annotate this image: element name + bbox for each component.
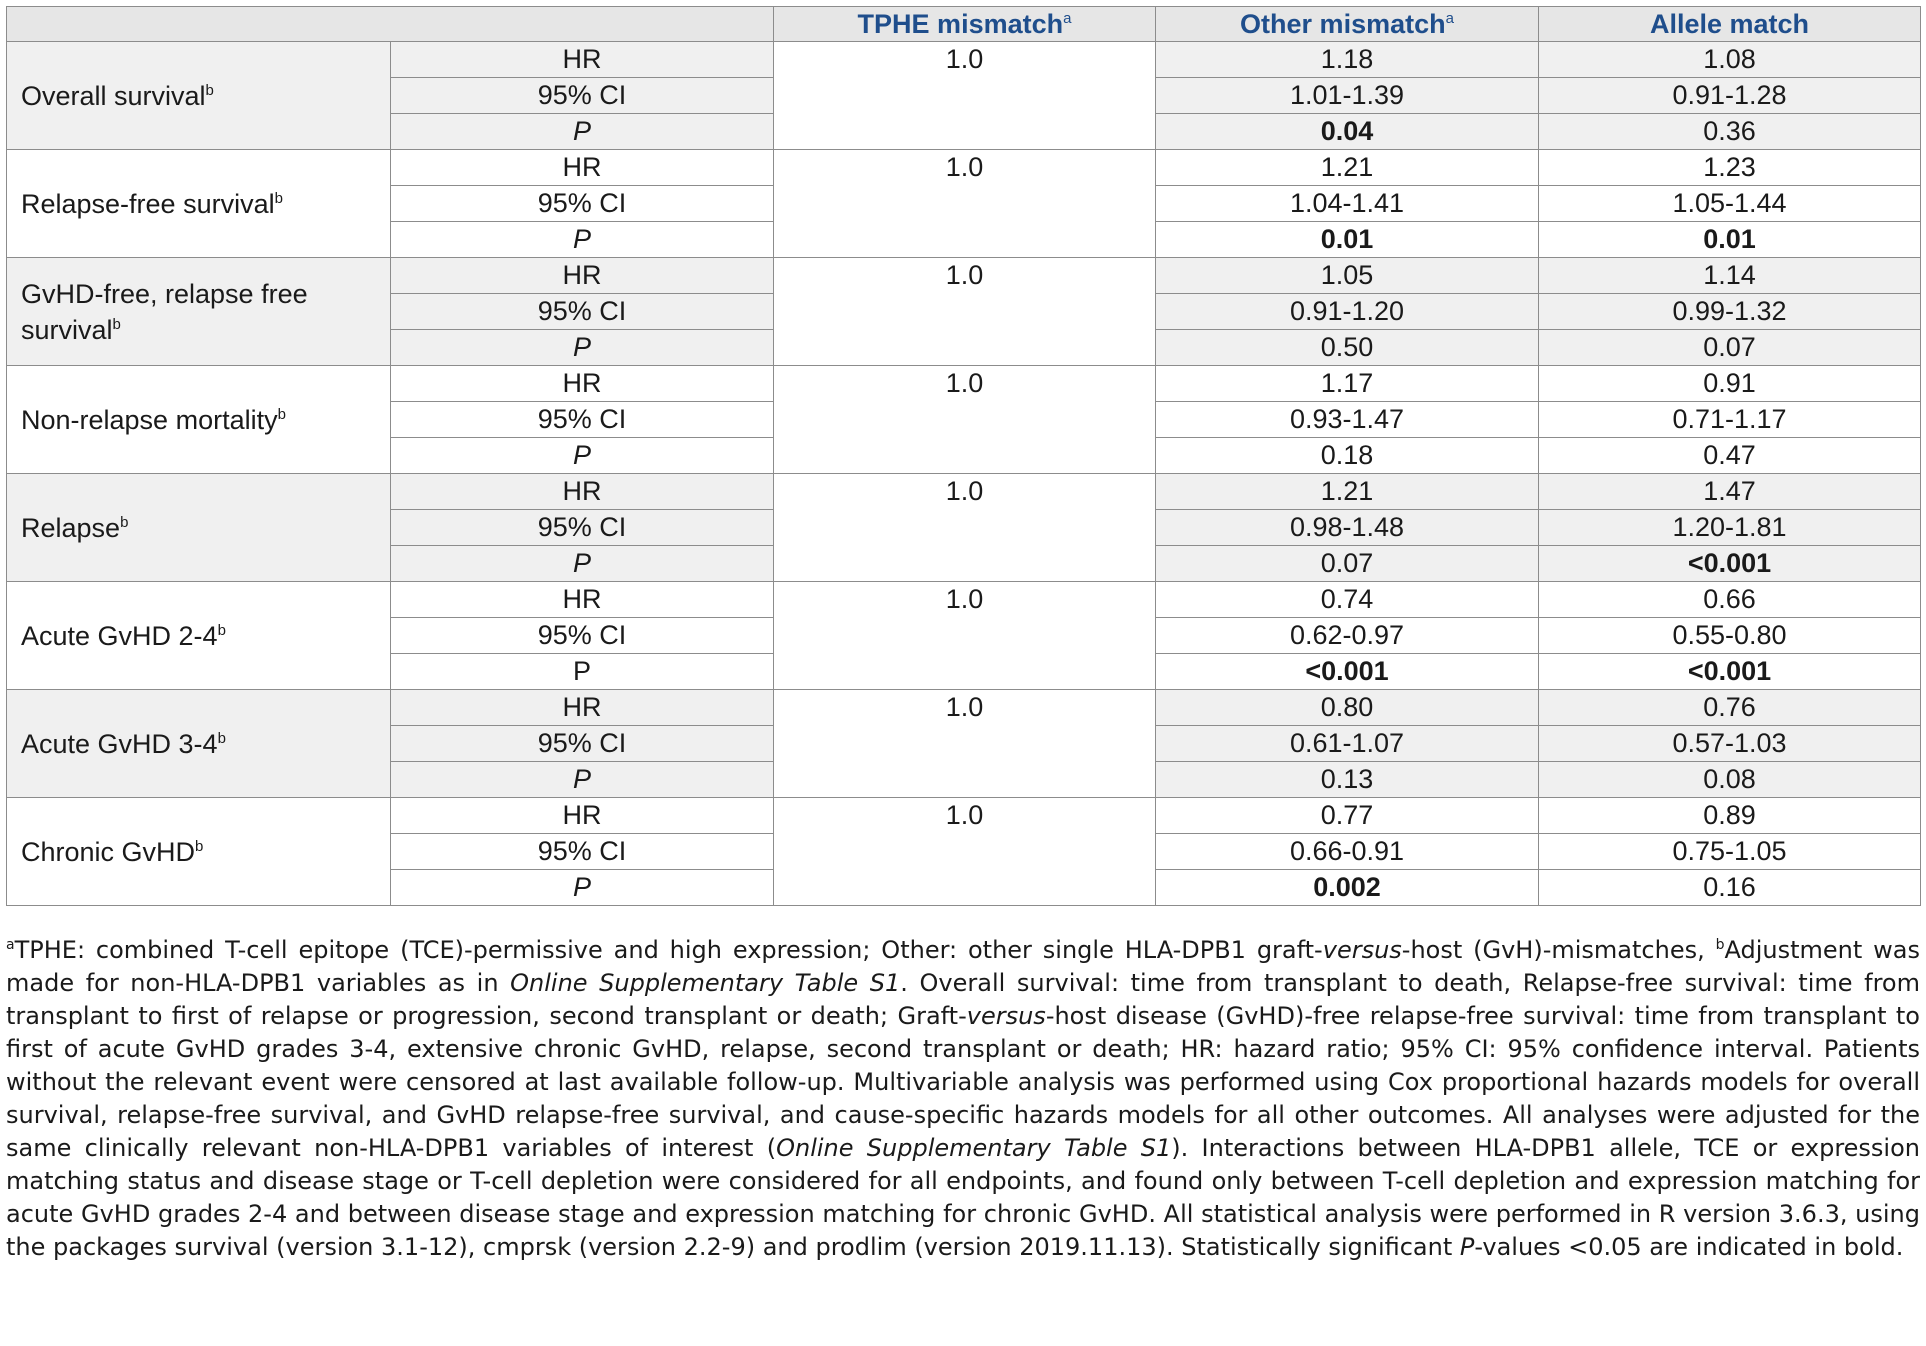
outcome-group <box>7 42 1921 150</box>
allele-match-value: 0.66 <box>1539 582 1921 618</box>
allele-match-value: 1.47 <box>1539 474 1921 510</box>
other-mismatch-value: 0.66-0.91 <box>1156 834 1539 870</box>
tphe-reference-cell: 1.0 <box>774 150 1156 258</box>
results-table <box>6 6 1921 906</box>
table-row <box>7 42 1921 78</box>
footnote-a-versus: versus <box>1322 936 1402 964</box>
outcome-label: Acute GvHD 2-4 <box>21 620 218 651</box>
outcome-label: Chronic GvHD <box>21 836 196 867</box>
allele-match-value: 0.91 <box>1539 366 1921 402</box>
header-other-mismatch <box>1156 7 1539 42</box>
allele-match-value: 0.57-1.03 <box>1539 726 1921 762</box>
stat-label-cell: 95% CI <box>391 186 774 222</box>
tphe-reference-cell: 1.0 <box>774 582 1156 690</box>
other-mismatch-value: 0.80 <box>1156 690 1539 726</box>
stat-label-cell: HR <box>391 42 774 78</box>
table-row <box>7 366 1921 402</box>
other-mismatch-value: 0.50 <box>1156 330 1539 366</box>
outcome-footnote-sup: b <box>120 513 129 531</box>
stat-label-cell: 95% CI <box>391 834 774 870</box>
table-row <box>7 798 1921 834</box>
other-mismatch-value: 0.18 <box>1156 438 1539 474</box>
other-mismatch-value: 0.74 <box>1156 582 1539 618</box>
other-mismatch-value: 1.17 <box>1156 366 1539 402</box>
footnote-b-text5: -values <0.05 are indicated in bold. <box>1474 1233 1904 1261</box>
header-blank-cell <box>7 7 774 42</box>
outcome-footnote-sup: b <box>205 81 214 99</box>
tphe-reference-cell: 1.0 <box>774 366 1156 474</box>
stat-label-cell: P <box>391 114 774 150</box>
footnote-b-versus: versus <box>966 1002 1046 1030</box>
other-mismatch-value: 0.77 <box>1156 798 1539 834</box>
stat-label-cell: HR <box>391 690 774 726</box>
stat-label-cell: 95% CI <box>391 618 774 654</box>
outcome-cell <box>7 42 391 150</box>
outcome-cell <box>7 150 391 258</box>
footnote-sup-a: a <box>6 937 15 953</box>
outcome-footnote-sup: b <box>274 189 283 207</box>
outcome-footnote-sup: b <box>195 837 204 855</box>
outcome-group <box>7 474 1921 582</box>
table-row <box>7 690 1921 726</box>
other-mismatch-value: 1.05 <box>1156 258 1539 294</box>
other-mismatch-value: 0.91-1.20 <box>1156 294 1539 330</box>
footnote-b-italic1: Online Supplementary Table S1 <box>510 969 901 997</box>
allele-match-value: 0.08 <box>1539 762 1921 798</box>
allele-match-value: 0.07 <box>1539 330 1921 366</box>
footnote-paragraph <box>6 934 1920 1264</box>
allele-match-value: 1.20-1.81 <box>1539 510 1921 546</box>
outcome-footnote-sup: b <box>112 315 121 333</box>
other-mismatch-value: 0.98-1.48 <box>1156 510 1539 546</box>
allele-match-value: 0.36 <box>1539 114 1921 150</box>
other-mismatch-value: 0.01 <box>1156 222 1539 258</box>
outcome-footnote-sup: b <box>217 621 226 639</box>
allele-match-value: 0.16 <box>1539 870 1921 906</box>
footnote-b-italic2: Online Supplementary Table S1 <box>776 1134 1172 1162</box>
header-tphe-mismatch <box>774 7 1156 42</box>
footnote-b-text3: -host disease (GvHD)-free relapse-free survival: time from transplant to first of acute GvHD grades 3-4, extensive chronic GvHD, relapse, second transplant or death; HR: hazard ratio; 95% CI: 95% confidence interval. Patients without the relevant event were censored at last available follow-up. Multivariable analysis was performed using Cox proportional hazards models for overall survival, relapse-free survival, and GvHD relapse-free survival, and cause-specific hazards models for all other outcomes. All analyses were adjusted for the same clinically relevant non-HLA-DPB1 variables of interest ( <box>6 1002 1920 1162</box>
allele-match-value: 0.47 <box>1539 438 1921 474</box>
stat-label-cell: P <box>391 330 774 366</box>
stat-label-cell: 95% CI <box>391 726 774 762</box>
outcome-cell <box>7 690 391 798</box>
table-row <box>7 582 1921 618</box>
other-mismatch-value: 1.04-1.41 <box>1156 186 1539 222</box>
outcome-group <box>7 582 1921 690</box>
stat-label-cell: 95% CI <box>391 78 774 114</box>
tphe-reference-cell: 1.0 <box>774 474 1156 582</box>
outcome-group <box>7 798 1921 906</box>
header-allele-match: Allele match <box>1539 7 1921 42</box>
allele-match-value: 0.91-1.28 <box>1539 78 1921 114</box>
other-mismatch-value: 0.93-1.47 <box>1156 402 1539 438</box>
footnote-b-text1: Adjustment was made for non-HLA-DPB1 variables as in <box>6 936 1921 997</box>
outcome-group <box>7 366 1921 474</box>
footnote-b-text4: ). Interactions between HLA-DPB1 allele, TCE or expression matching status and disease stage or T-cell depletion were considered for all endpoints, and found only between T-cell depletion and expression matching for acute GvHD grades 2-4 and between disease stage and expression matching for chronic GvHD. All statistical analysis were performed in R version 3.6.3, using the packages survival (version 3.1-12), cmprsk (version 2.2-9) and prodlim (version 2019.11.13). Statistically significant <box>6 1134 1920 1261</box>
allele-match-value: 0.76 <box>1539 690 1921 726</box>
outcome-cell <box>7 798 391 906</box>
stat-label-cell: P <box>391 438 774 474</box>
outcome-group <box>7 258 1921 366</box>
allele-match-value: 0.71-1.17 <box>1539 402 1921 438</box>
outcome-label: Relapse <box>21 512 121 543</box>
header-row <box>7 7 1921 42</box>
stat-label-cell: P <box>391 762 774 798</box>
document <box>6 6 1920 1264</box>
outcome-cell <box>7 258 391 366</box>
stat-label-cell: HR <box>391 798 774 834</box>
outcome-cell <box>7 474 391 582</box>
allele-match-value: 0.75-1.05 <box>1539 834 1921 870</box>
other-mismatch-value: 1.21 <box>1156 474 1539 510</box>
allele-match-value: <0.001 <box>1539 546 1921 582</box>
outcome-group <box>7 150 1921 258</box>
table-footnote <box>6 934 1920 1264</box>
other-mismatch-value: 0.002 <box>1156 870 1539 906</box>
stat-label-cell: P <box>391 654 774 690</box>
other-mismatch-value: 0.13 <box>1156 762 1539 798</box>
other-mismatch-value: <0.001 <box>1156 654 1539 690</box>
other-mismatch-value: 1.01-1.39 <box>1156 78 1539 114</box>
allele-match-value: 0.55-0.80 <box>1539 618 1921 654</box>
other-mismatch-value: 1.18 <box>1156 42 1539 78</box>
stat-label-cell: 95% CI <box>391 402 774 438</box>
allele-match-value: 0.99-1.32 <box>1539 294 1921 330</box>
allele-match-value: 1.14 <box>1539 258 1921 294</box>
other-mismatch-value: 0.61-1.07 <box>1156 726 1539 762</box>
tphe-reference-cell: 1.0 <box>774 42 1156 150</box>
header-tphe-sup: a <box>1063 9 1072 27</box>
stat-label-cell: HR <box>391 150 774 186</box>
stat-label-cell: HR <box>391 474 774 510</box>
table-row <box>7 258 1921 294</box>
stat-label-cell: 95% CI <box>391 510 774 546</box>
footnote-sup-b: b <box>1715 937 1725 953</box>
outcome-label: Non-relapse mortality <box>21 404 278 435</box>
outcome-label: Relapse-free survival <box>21 188 275 219</box>
other-mismatch-value: 1.21 <box>1156 150 1539 186</box>
stat-label-cell: HR <box>391 582 774 618</box>
tphe-reference-cell: 1.0 <box>774 798 1156 906</box>
stat-label-cell: P <box>391 222 774 258</box>
header-other-sup: a <box>1445 9 1454 27</box>
outcome-label: Acute GvHD 3-4 <box>21 728 218 759</box>
stat-label-cell: P <box>391 546 774 582</box>
outcome-footnote-sup: b <box>277 405 286 423</box>
other-mismatch-value: 0.07 <box>1156 546 1539 582</box>
allele-match-value: 0.01 <box>1539 222 1921 258</box>
outcome-cell <box>7 582 391 690</box>
other-mismatch-value: 0.04 <box>1156 114 1539 150</box>
tphe-reference-cell: 1.0 <box>774 690 1156 798</box>
footnote-b-text2: . Overall survival: time from transplant to death, Relapse-free survival: time from transplant to first of relapse or progression, second transplant or death; Graft- <box>6 969 1920 1030</box>
allele-match-value: 1.08 <box>1539 42 1921 78</box>
outcome-footnote-sup: b <box>217 729 226 747</box>
stat-label-cell: HR <box>391 366 774 402</box>
allele-match-value: 0.89 <box>1539 798 1921 834</box>
stat-label-cell: HR <box>391 258 774 294</box>
header-tphe-label: TPHE mismatch <box>857 8 1064 39</box>
other-mismatch-value: 0.62-0.97 <box>1156 618 1539 654</box>
outcome-group <box>7 690 1921 798</box>
stat-label-cell: 95% CI <box>391 294 774 330</box>
footnote-b-italic3: P <box>1459 1233 1475 1261</box>
stat-label-cell: P <box>391 870 774 906</box>
outcome-cell <box>7 366 391 474</box>
tphe-reference-cell: 1.0 <box>774 258 1156 366</box>
footnote-a-text: TPHE: combined T-cell epitope (TCE)-permissive and high expression; Other: other single HLA-DPB1 graft- <box>14 936 1323 964</box>
allele-match-value: <0.001 <box>1539 654 1921 690</box>
outcome-label: GvHD-free, relapse free survival <box>21 278 308 345</box>
footnote-a-text2: -host (GvH)-mismatches, <box>1401 936 1716 964</box>
table-row <box>7 150 1921 186</box>
header-other-label: Other mismatch <box>1240 8 1446 39</box>
allele-match-value: 1.05-1.44 <box>1539 186 1921 222</box>
table-row <box>7 474 1921 510</box>
allele-match-value: 1.23 <box>1539 150 1921 186</box>
table-header <box>7 7 1921 42</box>
outcome-label: Overall survival <box>21 80 206 111</box>
